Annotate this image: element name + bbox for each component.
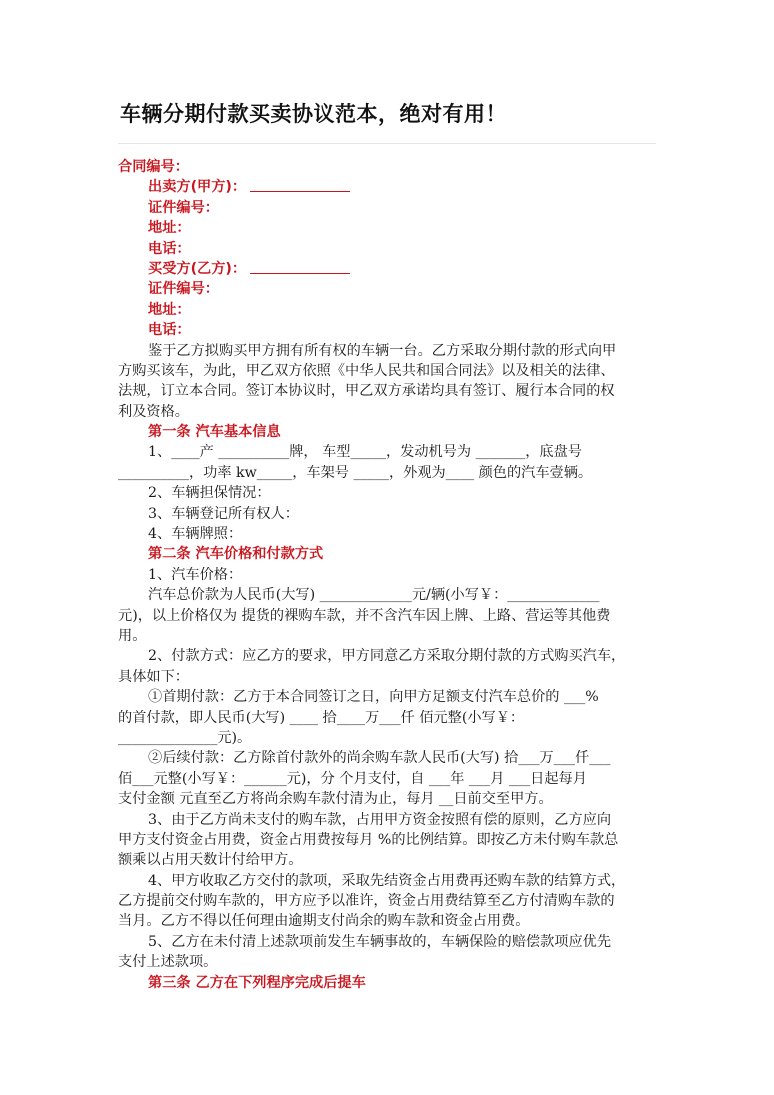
article-2-line: 3、由于乙方尚未支付的购车款，占用甲方资金按照有偿的原则，乙方应向 bbox=[148, 811, 612, 828]
article-2-line: 汽车总价款为人民币(大写) _____________元/辆(小写￥：_____________ bbox=[148, 587, 600, 604]
preamble-line: 利及资格。 bbox=[118, 403, 189, 420]
preamble-line: 鉴于乙方拟购买甲方拥有所有权的车辆一台。乙方采取分期付款的形式向甲 bbox=[148, 342, 617, 359]
article-1-heading: 第一条 汽车基本信息 bbox=[148, 424, 281, 441]
seller-address-label: 地址： bbox=[148, 220, 191, 237]
seller-blank bbox=[250, 177, 350, 192]
article-3-heading: 第三条 乙方在下列程序完成后提车 bbox=[148, 974, 366, 991]
article-2-line: 甲方支付资金占用费，资金占用费按每月 %的比例结算。即按乙方未付购车款总 bbox=[118, 831, 619, 848]
seller-id-label: 证件编号： bbox=[148, 199, 219, 216]
article-1-line: 3、车辆登记所有权人： bbox=[148, 505, 299, 522]
article-1-line: 4、车辆牌照： bbox=[148, 526, 243, 543]
buyer-phone-label: 电话： bbox=[148, 322, 191, 339]
article-1-line: 2、车辆担保情况： bbox=[148, 485, 271, 502]
seller-field bbox=[118, 177, 658, 197]
article-2-line: 乙方提前交付购车款的，甲方应予以准许，资金占用费结算至乙方付清购车款的 bbox=[118, 893, 615, 910]
title-divider bbox=[118, 143, 656, 144]
article-2-line: 支付金额 元直至乙方将尚余购车款付清为止，每月 __日前交至甲方。 bbox=[118, 791, 553, 808]
article-2-line: 2、付款方式：应乙方的要求，甲方同意乙方采取分期付款的方式购买汽车， bbox=[148, 648, 626, 665]
buyer-id-label: 证件编号： bbox=[148, 281, 219, 298]
article-2-line: 1、汽车价格： bbox=[148, 566, 243, 583]
preamble-line: 方购买该车，为此，甲乙双方依照《中华人民共和国合同法》以及相关的法律、 bbox=[118, 362, 615, 379]
buyer-field bbox=[118, 259, 658, 279]
buyer-blank bbox=[250, 259, 350, 274]
article-2-line: 5、乙方在未付清上述款项前发生车辆事故的，车辆保险的赔偿款项应优先 bbox=[148, 933, 612, 950]
contract-number-label: 合同编号： bbox=[118, 159, 189, 175]
article-2-line: 元)，以上价格仅为 提货的裸购车款，并不含汽车因上牌、上路、营运等其他费 bbox=[118, 607, 611, 624]
article-2-line: ②后续付款：乙方除首付款外的尚余购车款人民币(大写) 拾___万___仟___ bbox=[148, 750, 611, 767]
article-2-line: 额乘以占用天数计付给甲方。 bbox=[118, 852, 303, 869]
article-2-heading: 第二条 汽车价格和付款方式 bbox=[148, 546, 324, 563]
buyer-label: 买受方(乙方)： bbox=[148, 260, 247, 277]
article-2-line: 当月。乙方不得以任何理由逾期支付尚余的购车款和资金占用费。 bbox=[118, 913, 530, 930]
article-2-line: 支付上述款项。 bbox=[118, 954, 218, 971]
buyer-address-label: 地址： bbox=[148, 301, 191, 318]
page-title: 车辆分期付款买卖协议范本，绝对有用！ bbox=[120, 102, 507, 126]
article-2-line: ①首期付款：乙方于本合同签订之日，向甲方足额支付汽车总价的 ___% bbox=[148, 689, 599, 706]
article-2-line: 用。 bbox=[118, 627, 147, 644]
article-2-line: 佰___元整(小写￥：______元)，分 个月支付，自 ___年 ___月 ___日起每月 bbox=[118, 770, 587, 787]
article-2-line: 具体如下： bbox=[118, 668, 189, 685]
article-1-line: 1、____产 __________牌， 车型_____，发动机号为 _______，底盘号 bbox=[148, 444, 582, 461]
seller-label: 出卖方(甲方)： bbox=[148, 179, 247, 196]
article-1-line: __________，功率 kw_____，车架号 _____，外观为____ 颜色的汽车壹辆。 bbox=[118, 464, 593, 481]
article-2-line: ______________元)。 bbox=[118, 729, 252, 746]
seller-phone-label: 电话： bbox=[148, 240, 191, 257]
article-2-line: 4、甲方收取乙方交付的款项，采取先结资金占用费再还购车款的结算方式， bbox=[148, 872, 626, 889]
preamble-line: 法规，订立本合同。签订本协议时，甲乙双方承诺均具有签订、履行本合同的权 bbox=[118, 383, 615, 400]
article-2-line: 的首付款，即人民币(大写) ____ 拾____万___仟 佰元整(小写￥： bbox=[118, 709, 525, 726]
contract-body bbox=[118, 157, 658, 993]
